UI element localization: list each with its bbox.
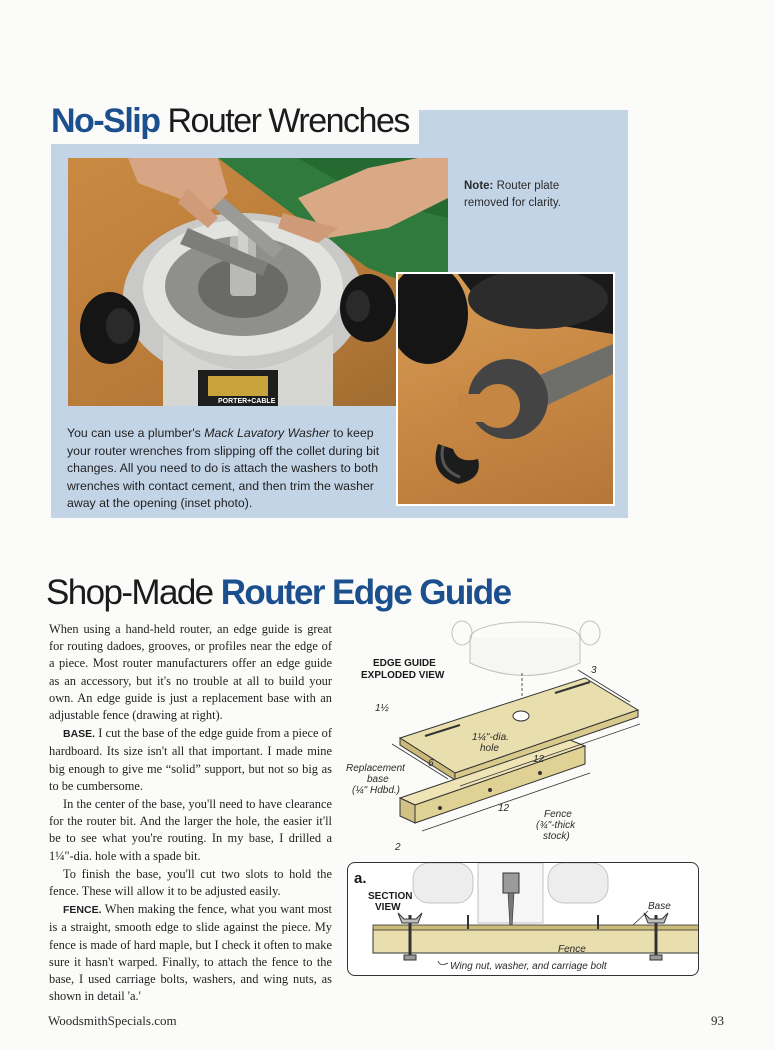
tip-caption-italic: Mack Lavatory Washer [204,426,330,440]
exploded-view-drawing [340,618,640,858]
fence-label-1: Fence [544,809,572,820]
section-view-drawing [348,863,698,975]
tip-title-rest: Router Wrenches [167,102,409,140]
fence-label-3: stock) [543,831,570,842]
section-letter: a. [354,870,367,887]
base-label-2: base [367,774,389,785]
tip-caption-after: to keep your router wrenches from slipping off the collet during bit changes. All you need to do is attach the washers to both wrenches with contact cement, and then trim the washer away at the opening (inset photo). [67,426,380,510]
tip-note-text: Router plate removed for clarity. [464,180,561,209]
tip-caption [67,425,389,513]
dim-2: 2 [395,842,401,853]
router-wrench-photo [68,158,448,406]
tip-note [464,178,594,212]
exploded-title-2: EXPLODED VIEW [361,670,445,681]
dim-3: 3 [591,665,597,676]
tip-title-bold: No-Slip [51,102,160,140]
hole-label-2: hole [480,743,499,754]
router-brand-label: PORTER+CABLE [218,398,276,405]
article-paragraph-2-text: I cut the base of the edge guide from a piece of hardboard. Its size isn't all that important. I made mine big enough to give me “solid” support, but not so big as to be cumbersome. [49,726,332,793]
tip-caption-before: You can use a plumber's [67,426,205,440]
article-paragraph-4: To finish the base, you'll cut two slots to hold the fence. These will allow it to be adjusted easily. [49,866,332,899]
tip-note-label: Note: [464,180,494,192]
fence-label-2: (¾"-thick [536,820,576,831]
section-base-label: Base [648,901,671,912]
article-paragraph-2 [49,725,332,795]
footer-website: WoodsmithSpecials.com [48,1013,177,1028]
section-base-shape [373,925,698,930]
article-paragraph-1: When using a hand-held router, an edge guide is great for routing dadoes, grooves, or profiles near the edge of a piece. Most router manufacturers offer an edge guide as an accessory, but it's no trouble at all to build your own. An edge guide is just a replacement base with an adjustable fence (drawing at right). [49,622,332,723]
base-runin: BASE. [63,728,96,741]
base-label-3: (¼" Hdbd.) [352,785,401,796]
article-paragraph-5-text: When making the fence, what you want most is a straight, smooth edge to slide against the piece. My fence is made of hard maple, but I check it often to make sure it hasn't warped. Finally, to attach the fence to the base, I used carriage bolts, washers, and wing nuts, as shown in detail 'a.' [49,902,332,1004]
dim-12-fence: 12 [498,803,510,814]
section-bolt-label: Wing nut, washer, and carriage bolt [450,961,607,972]
article-paragraph-5 [49,901,332,1005]
hole-label-1: 1¼"-dia. [472,732,509,743]
section-title-1: SECTION [368,891,413,902]
dim-1-5: 1½ [375,703,389,714]
router-wrench-illustration [68,158,448,406]
dim-6: 6 [428,758,434,769]
article-title-bold: Router Edge Guide [220,573,511,612]
article-title [46,570,510,616]
base-label-1: Replacement [346,763,405,774]
router-ghost [452,621,600,676]
article-body [49,621,332,1006]
section-fence-shape [373,929,698,953]
article-title-light: Shop-Made [46,573,213,612]
exploded-title-1: EDGE GUIDE [373,658,436,669]
bit-hole [513,711,529,721]
section-title-2: VIEW [375,902,401,913]
article-paragraph-3: In the center of the base, you'll need to have clearance for the router bit. And the larger the hole, the easier it'll be to see what you're routing. In my base, I drilled a 1¼"-dia. hole with a spade bit. [49,797,332,863]
tip-title [45,98,419,144]
fence-runin: FENCE. [63,904,102,917]
section-view-box [347,862,699,976]
page-number: 93 [711,1013,724,1028]
washer-inset-photo [396,272,615,506]
washer-illustration [398,274,613,504]
section-fence-label: Fence [558,944,586,955]
dim-12-base: 12 [533,754,545,765]
